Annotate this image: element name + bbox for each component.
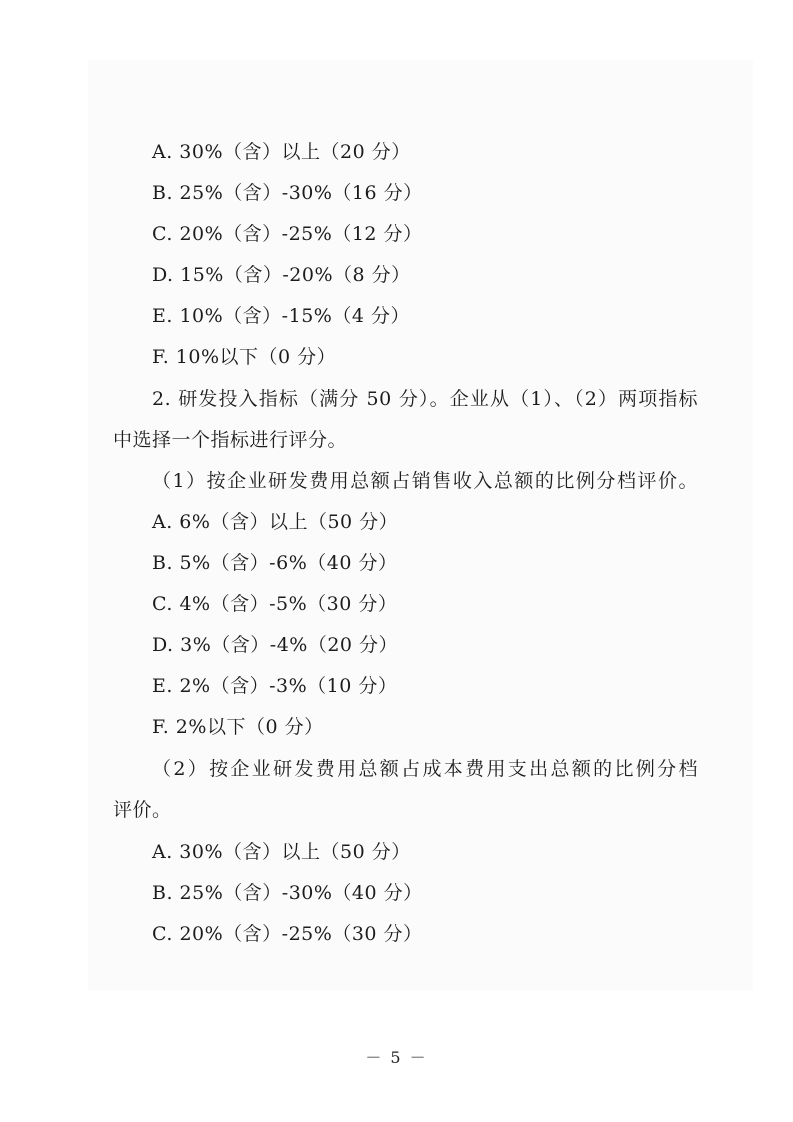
sub2-option-c: C. 20%（含）-25%（30 分） bbox=[152, 923, 423, 945]
sub1-option-f: F. 2%以下（0 分） bbox=[152, 716, 324, 738]
item2-line1: 2. 研发投入指标（满分 50 分）。企业从（1）、（2）两项指标 bbox=[152, 388, 698, 410]
sub1-option-c: C. 4%（含）-5%（30 分） bbox=[152, 593, 398, 615]
s1-option-c: C. 20%（含）-25%（12 分） bbox=[152, 223, 423, 245]
sub2-option-a: A. 30%（含）以上（50 分） bbox=[152, 841, 411, 863]
sub2-option-b: B. 25%（含）-30%（40 分） bbox=[152, 882, 423, 904]
sub1-heading: （1）按企业研发费用总额占销售收入总额的比例分档评价。 bbox=[152, 470, 698, 492]
page-number: － 5 － bbox=[365, 1048, 428, 1067]
sub2-heading-line2: 评价。 bbox=[113, 799, 172, 821]
s1-option-b: B. 25%（含）-30%（16 分） bbox=[152, 182, 423, 204]
s1-option-a: A. 30%（含）以上（20 分） bbox=[152, 141, 411, 163]
sub1-option-d: D. 3%（含）-4%（20 分） bbox=[152, 634, 399, 656]
s1-option-d: D. 15%（含）-20%（8 分） bbox=[152, 264, 411, 286]
sub1-option-b: B. 5%（含）-6%（40 分） bbox=[152, 552, 398, 574]
s1-option-e: E. 10%（含）-15%（4 分） bbox=[152, 305, 410, 327]
sub1-option-e: E. 2%（含）-3%（10 分） bbox=[152, 675, 398, 697]
item2-line2: 中选择一个指标进行评分。 bbox=[113, 429, 348, 451]
s1-option-f: F. 10%以下（0 分） bbox=[152, 346, 337, 368]
sub1-option-a: A. 6%（含）以上（50 分） bbox=[152, 511, 399, 533]
sub2-heading-line1: （2）按企业研发费用总额占成本费用支出总额的比例分档 bbox=[152, 758, 698, 780]
